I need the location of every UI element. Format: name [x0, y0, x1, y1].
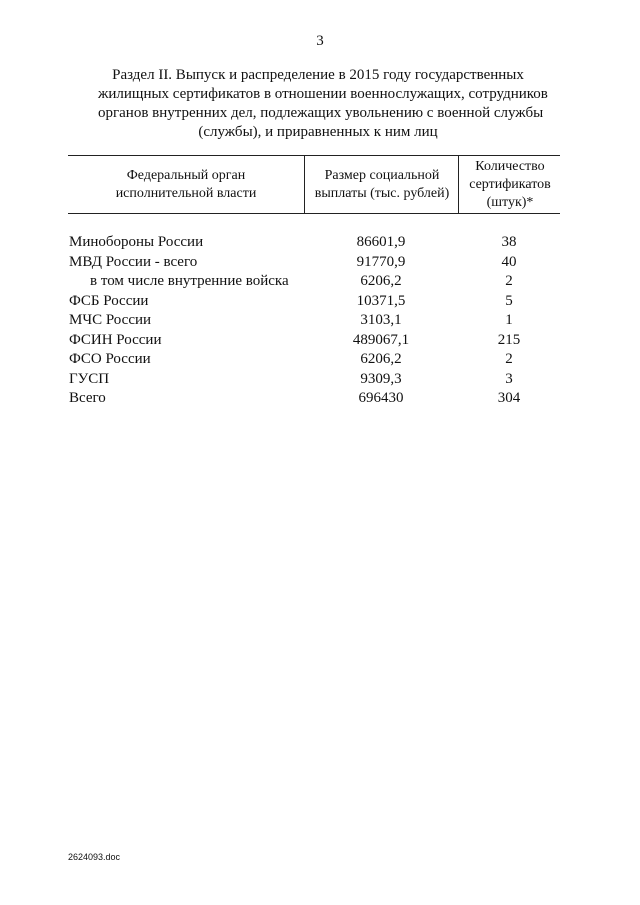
table-row: [68, 253, 560, 273]
cell-agency: МВД России - всего: [69, 253, 198, 270]
table-row: [68, 370, 560, 390]
cell-amount: 6206,2: [360, 273, 402, 289]
cell-count: 1: [505, 312, 513, 328]
header-amount-line: Размер социальной: [324, 167, 440, 183]
cell-count: 215: [497, 331, 521, 348]
cell-count: 3: [505, 370, 513, 387]
cell-agency: ФСБ России: [69, 292, 149, 309]
table-row: [68, 311, 560, 331]
cell-agency: МЧС России: [69, 312, 152, 328]
table-header: [68, 155, 560, 214]
table-body: [68, 233, 560, 409]
table-row: [68, 233, 560, 253]
cell-amount: 696430: [358, 390, 404, 406]
header-agency-line: исполнительной власти: [115, 185, 257, 201]
cell-agency: Минобороны России: [69, 234, 204, 250]
cell-count: 5: [505, 292, 513, 309]
header-agency: [68, 156, 304, 213]
section-title-line: органов внутренних дел, подлежащих увольнению с военной службы: [98, 105, 544, 121]
table-row: [68, 292, 560, 312]
cell-agency: в том числе внутренние войска: [90, 273, 289, 289]
cell-amount: 3103,1: [360, 312, 402, 328]
certificates-table: [68, 155, 560, 409]
cell-amount: 489067,1: [352, 331, 410, 348]
table-row: [68, 350, 560, 370]
footer-doc-name: 2624093.doc: [68, 852, 121, 862]
cell-amount: 9309,3: [360, 370, 402, 387]
section-title-line: жилищных сертификатов в отношении военнослужащих, сотрудников: [98, 86, 548, 102]
cell-amount: 10371,5: [356, 292, 406, 309]
cell-count: 40: [501, 253, 517, 270]
cell-agency: Всего: [69, 390, 106, 406]
cell-count: 2: [505, 351, 513, 367]
cell-count: 2: [505, 273, 513, 289]
cell-count: 304: [497, 390, 521, 406]
header-count-line: сертификатов: [469, 176, 551, 192]
section-title-line: (службы), и приравненных к ним лиц: [198, 124, 438, 140]
cell-agency: ФСИН России: [69, 331, 162, 348]
section-title-line: Раздел II. Выпуск и распределение в 2015 году государственных: [112, 67, 524, 83]
cell-amount: 86601,9: [356, 234, 406, 250]
table-row: [68, 272, 560, 292]
header-count: [458, 156, 561, 213]
cell-amount: 6206,2: [360, 351, 402, 367]
table-row-total: [68, 389, 560, 409]
header-count-line: (штук)*: [486, 194, 534, 210]
table-row: [68, 331, 560, 351]
section-title: [98, 66, 548, 142]
cell-amount: 91770,9: [356, 253, 406, 270]
header-agency-line: Федеральный орган: [126, 167, 246, 183]
header-amount: [304, 156, 459, 213]
cell-count: 38: [501, 234, 517, 250]
header-count-line: Количество: [475, 158, 545, 174]
cell-agency: ФСО России: [69, 351, 151, 367]
header-amount-line: выплаты (тыс. рублей): [314, 185, 450, 201]
cell-agency: ГУСП: [69, 370, 110, 387]
page-number: 3: [316, 33, 324, 49]
